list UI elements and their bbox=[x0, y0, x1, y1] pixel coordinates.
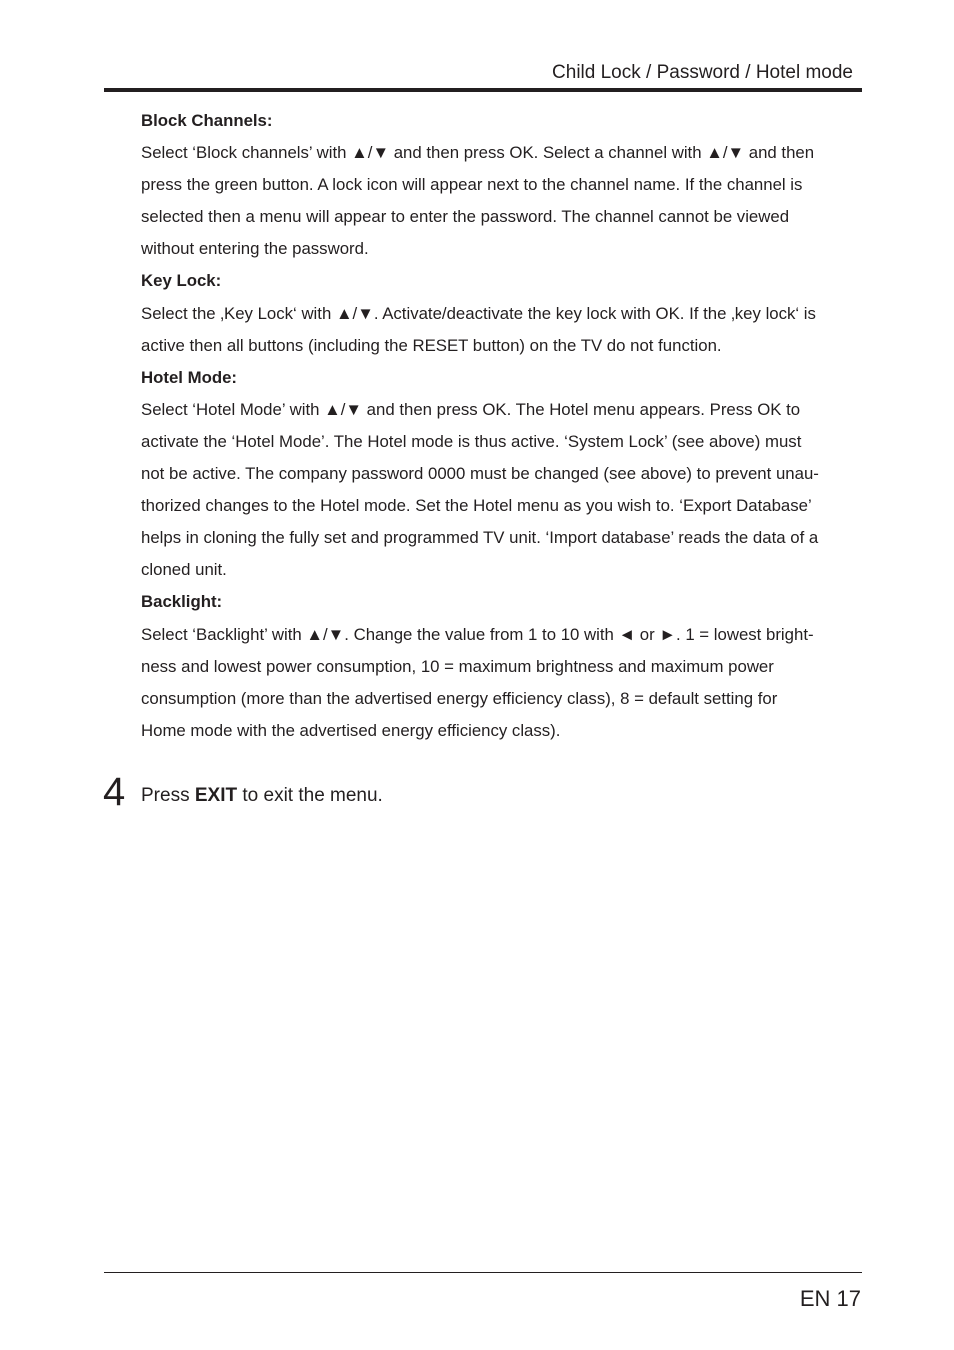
body-line: without entering the password. bbox=[141, 239, 369, 259]
step-number: 4 bbox=[103, 770, 126, 814]
body-line: ness and lowest power consumption, 10 = maximum brightness and maximum power bbox=[141, 656, 774, 676]
body-line: activate the ‘Hotel Mode’. The Hotel mode is thus active. ‘System Lock’ (see above) must bbox=[141, 431, 802, 451]
page-number: EN 17 bbox=[799, 1286, 861, 1311]
body-line: press the green button. A lock icon will appear next to the channel name. If the channel is bbox=[141, 175, 803, 195]
body-line: Select the ‚Key Lock‘ with ▲/▼. Activate/deactivate the key lock with OK. If the ‚key lock‘ is bbox=[141, 303, 816, 323]
section-heading-hotel-mode: Hotel Mode: bbox=[141, 367, 238, 387]
body-line: helps in cloning the fully set and programmed TV unit. ‘Import database’ reads the data of a bbox=[141, 528, 819, 548]
body-line: Home mode with the advertised energy efficiency class). bbox=[141, 720, 561, 740]
running-header-title: Child Lock / Password / Hotel mode bbox=[552, 62, 853, 83]
body-line: selected then a menu will appear to enter the password. The channel cannot be viewed bbox=[141, 207, 790, 227]
body-line: Select ‘Hotel Mode’ with ▲/▼ and then press OK. The Hotel menu appears. Press OK to bbox=[141, 399, 801, 419]
step-suffix: to exit the menu. bbox=[237, 785, 383, 806]
section-heading-block-channels: Block Channels: bbox=[141, 111, 273, 130]
step-prefix: Press bbox=[141, 785, 195, 806]
body-line: active then all buttons (including the RESET button) on the TV do not function. bbox=[141, 335, 722, 355]
section-heading-key-lock: Key Lock: bbox=[141, 271, 222, 291]
manual-content bbox=[141, 105, 861, 747]
section-heading-backlight: Backlight: bbox=[141, 592, 223, 612]
body-line: consumption (more than the advertised energy efficiency class), 8 = default setting for bbox=[141, 688, 778, 708]
step-key: EXIT bbox=[194, 785, 238, 806]
body-line: Select ‘Block channels’ with ▲/▼ and then press OK. Select a channel with ▲/▼ and then bbox=[141, 143, 815, 163]
step-instruction bbox=[141, 783, 383, 809]
header-divider bbox=[104, 88, 862, 92]
body-line: cloned unit. bbox=[141, 560, 227, 580]
body-line: Select ‘Backlight’ with ▲/▼. Change the value from 1 to 10 with ◄ or ►. 1 = lowest bright- bbox=[141, 624, 814, 644]
body-line: thorized changes to the Hotel mode. Set the Hotel menu as you wish to. ‘Export Database’ bbox=[141, 496, 812, 516]
body-line: not be active. The company password 0000 must be changed (see above) to prevent unau- bbox=[141, 464, 819, 484]
footer-divider bbox=[104, 1272, 862, 1273]
